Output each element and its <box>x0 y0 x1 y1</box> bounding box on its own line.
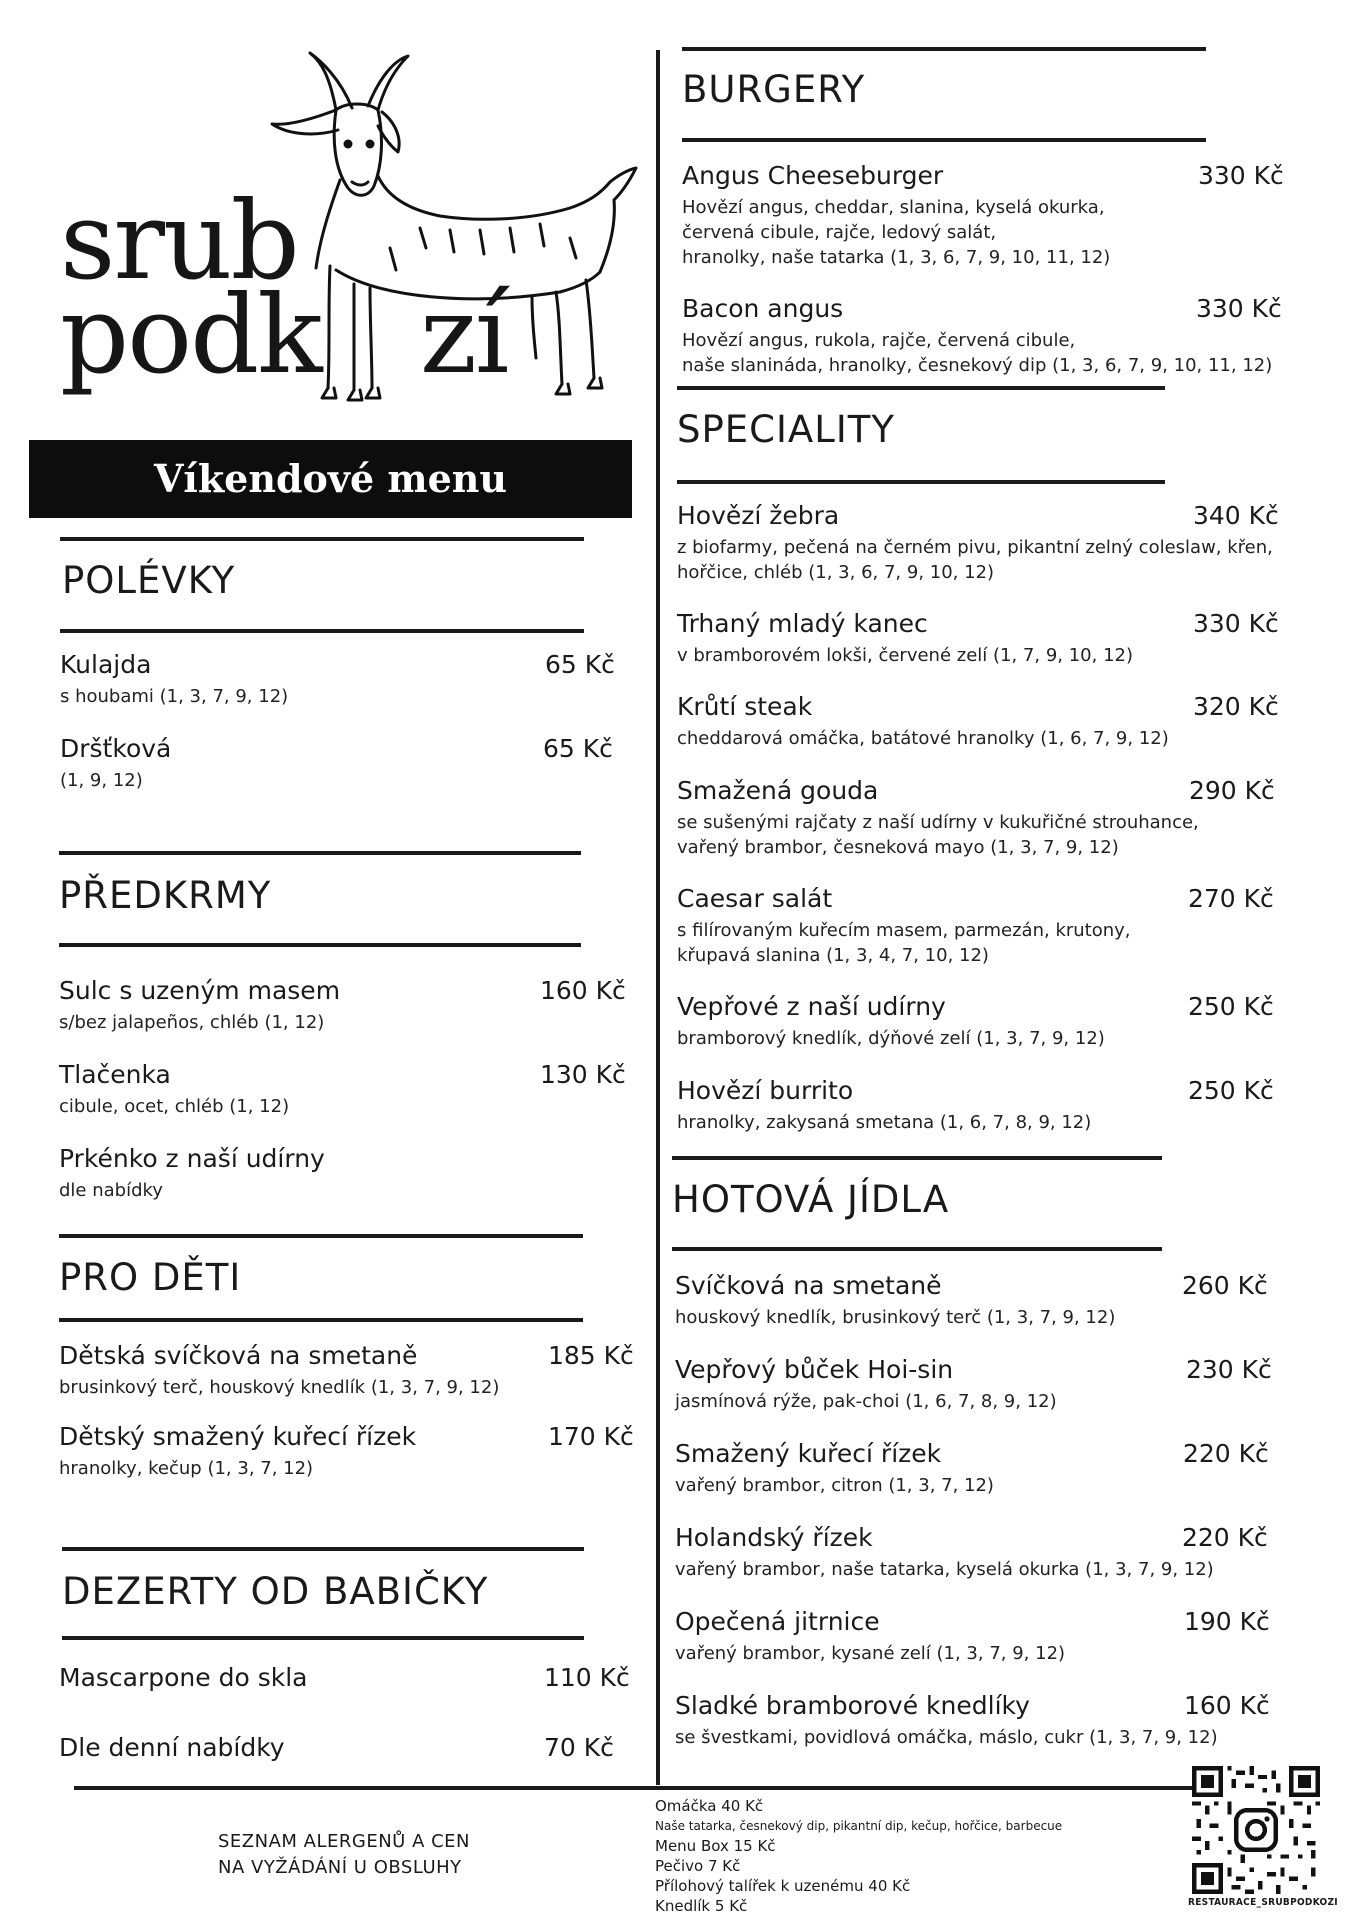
item-price: 250 Kč <box>1188 1076 1274 1105</box>
item-name: Hovězí burrito <box>677 1076 854 1105</box>
item-desc: křupavá slanina (1, 3, 4, 7, 10, 12) <box>677 945 989 966</box>
item-name: Prkénko z naší udírny <box>59 1144 325 1173</box>
item-desc: Hovězí angus, cheddar, slanina, kyselá okurka, <box>682 197 1105 218</box>
item-desc: Hovězí angus, rukola, rajče, červená cibule, <box>682 330 1076 351</box>
extra-sauce: Omáčka 40 Kč <box>655 1797 764 1815</box>
allergen-notice-line: SEZNAM ALERGENŮ A CEN <box>218 1831 471 1852</box>
item-name: Smažená gouda <box>677 776 879 805</box>
item-desc: červená cibule, rajče, ledový salát, <box>682 222 997 243</box>
item-name: Smažený kuřecí řízek <box>675 1439 942 1468</box>
item-price: 220 Kč <box>1182 1523 1268 1552</box>
instagram-handle: RESTAURACE_SRUBPODKOZI <box>1188 1897 1338 1908</box>
item-name: Caesar salát <box>677 884 833 913</box>
item-name: Holandský řízek <box>675 1523 873 1552</box>
menu-item <box>59 1060 626 1119</box>
section-title-hotova-jidla: HOTOVÁ JÍDLA <box>672 1178 950 1221</box>
menu-item <box>675 1271 1290 1330</box>
goat-illustration <box>270 48 640 418</box>
item-desc: s filírovaným kuřecím masem, parmezán, krutony, <box>677 920 1131 941</box>
item-price: 330 Kč <box>1198 161 1284 190</box>
item-name: Vepřový bůček Hoi-sin <box>675 1355 954 1384</box>
item-price: 250 Kč <box>1188 992 1274 1021</box>
extra-menu-box: Menu Box 15 Kč <box>655 1837 776 1855</box>
item-price: 320 Kč <box>1193 692 1279 721</box>
section-rule <box>59 851 581 855</box>
item-name: Opečená jitrnice <box>675 1607 880 1636</box>
section-title-burgery: BURGERY <box>682 68 866 111</box>
item-desc: s/bez jalapeños, chléb (1, 12) <box>59 1012 325 1033</box>
item-price: 185 Kč <box>548 1341 634 1370</box>
menu-item <box>59 1422 634 1481</box>
item-price: 330 Kč <box>1196 294 1282 323</box>
item-price: 220 Kč <box>1183 1439 1269 1468</box>
menu-item <box>682 161 1292 270</box>
item-price: 260 Kč <box>1182 1271 1268 1300</box>
section-rule <box>62 1547 584 1551</box>
logo-text-zi: zí <box>420 273 508 398</box>
item-name: Trhaný mladý kanec <box>677 609 928 638</box>
item-desc: vařený brambor, česneková mayo (1, 3, 7, 9, 12) <box>677 837 1119 858</box>
item-price: 130 Kč <box>540 1060 626 1089</box>
item-name: Dle denní nabídky <box>59 1733 285 1762</box>
item-desc: hranolky, naše tatarka (1, 3, 6, 7, 9, 10, 11, 12) <box>682 247 1111 268</box>
item-name: Sulc s uzeným masem <box>59 976 341 1005</box>
menu-item <box>677 884 1292 968</box>
item-desc: v bramborovém lokši, červené zelí (1, 7, 9, 10, 12) <box>677 645 1133 666</box>
menu-item <box>675 1439 1290 1498</box>
item-name: Sladké bramborové knedlíky <box>675 1691 1030 1720</box>
menu-item <box>59 1733 619 1762</box>
menu-item <box>677 609 1292 668</box>
menu-item <box>675 1607 1290 1666</box>
item-price: 270 Kč <box>1188 884 1274 913</box>
item-desc: vařený brambor, naše tatarka, kyselá okurka (1, 3, 7, 9, 12) <box>675 1559 1214 1580</box>
menu-item <box>675 1355 1290 1414</box>
menu-item <box>677 776 1292 860</box>
menu-item <box>682 294 1292 378</box>
allergen-notice <box>218 1829 470 1881</box>
menu-item <box>59 976 626 1035</box>
item-name: Vepřové z naší udírny <box>677 992 946 1021</box>
menu-item <box>675 1523 1290 1582</box>
item-name: Dětský smažený kuřecí řízek <box>59 1422 417 1451</box>
item-desc: cheddarová omáčka, batátové hranolky (1, 6, 7, 9, 12) <box>677 728 1169 749</box>
item-price: 340 Kč <box>1193 501 1279 530</box>
extra-dumpling: Knedlík 5 Kč <box>655 1897 748 1915</box>
item-price: 110 Kč <box>544 1663 630 1692</box>
section-rule <box>62 1636 584 1640</box>
item-desc: hranolky, zakysaná smetana (1, 6, 7, 8, 9, 12) <box>677 1112 1092 1133</box>
menu-item <box>675 1691 1290 1750</box>
item-desc: s houbami (1, 3, 7, 9, 12) <box>60 686 289 707</box>
section-title-pro-deti: PRO DĚTI <box>59 1256 242 1299</box>
section-title-polevky: POLÉVKY <box>62 559 236 602</box>
menu-item <box>60 734 620 793</box>
item-price: 170 Kč <box>548 1422 634 1451</box>
item-desc: se sušenými rajčaty z naší udírny v kukuřičné strouhance, <box>677 812 1199 833</box>
item-desc: (1, 9, 12) <box>60 770 143 791</box>
menu-item <box>677 692 1292 751</box>
item-price: 65 Kč <box>543 734 613 763</box>
item-desc: cibule, ocet, chléb (1, 12) <box>59 1096 290 1117</box>
extra-bread: Pečivo 7 Kč <box>655 1857 741 1875</box>
item-desc: hranolky, kečup (1, 3, 7, 12) <box>59 1458 314 1479</box>
section-rule <box>59 1234 583 1238</box>
item-name: Krůtí steak <box>677 692 813 721</box>
item-desc: se švestkami, povidlová omáčka, máslo, cukr (1, 3, 7, 9, 12) <box>675 1727 1218 1748</box>
section-title-speciality: SPECIALITY <box>677 408 895 451</box>
item-price: 160 Kč <box>540 976 626 1005</box>
item-desc: brusinkový terč, houskový knedlík (1, 3, 7, 9, 12) <box>59 1377 500 1398</box>
item-price: 70 Kč <box>544 1733 614 1762</box>
item-name: Bacon angus <box>682 294 844 323</box>
item-name: Tlačenka <box>59 1060 171 1089</box>
item-desc: hořčice, chléb (1, 3, 6, 7, 9, 10, 12) <box>677 562 995 583</box>
section-rule <box>677 386 1165 390</box>
item-desc: jasmínová rýže, pak-choi (1, 6, 7, 8, 9, 12) <box>675 1391 1057 1412</box>
extra-side-plate: Přílohový talířek k uzenému 40 Kč <box>655 1877 911 1895</box>
weekend-menu-banner: Víkendové menu <box>29 440 632 518</box>
section-title-predkrmy: PŘEDKRMY <box>59 874 272 917</box>
item-desc: vařený brambor, kysané zelí (1, 3, 7, 9, 12) <box>675 1643 1066 1664</box>
item-price: 230 Kč <box>1186 1355 1272 1384</box>
item-name: Angus Cheeseburger <box>682 161 944 190</box>
allergen-notice-line: NA VYŽÁDÁNÍ U OBSLUHY <box>218 1857 462 1878</box>
instagram-qr-code[interactable] <box>1192 1766 1320 1894</box>
item-name: Mascarpone do skla <box>59 1663 308 1692</box>
item-name: Kulajda <box>60 650 152 679</box>
item-price: 160 Kč <box>1184 1691 1270 1720</box>
item-price: 290 Kč <box>1189 776 1275 805</box>
item-desc: z biofarmy, pečená na černém pivu, pikantní zelný coleslaw, křen, <box>677 537 1273 558</box>
extra-sauce-list: Naše tatarka, česnekový dip, pikantní dip, kečup, hořčice, barbecue <box>655 1819 1063 1833</box>
logo-text-srub: srub <box>60 179 298 304</box>
section-rule <box>672 1156 1162 1160</box>
section-rule <box>677 480 1165 484</box>
menu-item <box>677 501 1292 585</box>
item-name: Hovězí žebra <box>677 501 840 530</box>
item-name: Svíčková na smetaně <box>675 1271 942 1300</box>
logo-text-podk: podk <box>60 273 321 398</box>
section-rule <box>672 1247 1162 1251</box>
item-price: 330 Kč <box>1193 609 1279 638</box>
menu-item <box>60 650 620 709</box>
section-rule <box>682 47 1206 51</box>
column-divider <box>656 50 660 1785</box>
item-price: 65 Kč <box>545 650 615 679</box>
item-desc: vařený brambor, citron (1, 3, 7, 12) <box>675 1475 994 1496</box>
section-rule <box>60 537 584 541</box>
extras-list <box>655 1796 1062 1916</box>
menu-item <box>59 1144 619 1203</box>
item-desc: bramborový knedlík, dýňové zelí (1, 3, 7, 9, 12) <box>677 1028 1105 1049</box>
menu-item <box>59 1341 634 1400</box>
item-name: Dětská svíčková na smetaně <box>59 1341 418 1370</box>
item-desc: houskový knedlík, brusinkový terč (1, 3, 7, 9, 12) <box>675 1307 1116 1328</box>
menu-item <box>59 1663 630 1692</box>
item-desc: dle nabídky <box>59 1180 163 1201</box>
section-rule <box>59 943 581 947</box>
section-rule <box>682 138 1206 142</box>
item-price: 190 Kč <box>1184 1607 1270 1636</box>
item-name: Dršťková <box>60 734 172 763</box>
section-title-dezerty: DEZERTY OD BABIČKY <box>62 1570 489 1613</box>
footer-rule <box>74 1786 1192 1790</box>
section-rule <box>59 1318 583 1322</box>
item-desc: naše slanináda, hranolky, česnekový dip (1, 3, 6, 7, 9, 10, 11, 12) <box>682 355 1273 376</box>
menu-item <box>677 992 1292 1051</box>
section-rule <box>60 629 584 633</box>
menu-item <box>677 1076 1292 1135</box>
